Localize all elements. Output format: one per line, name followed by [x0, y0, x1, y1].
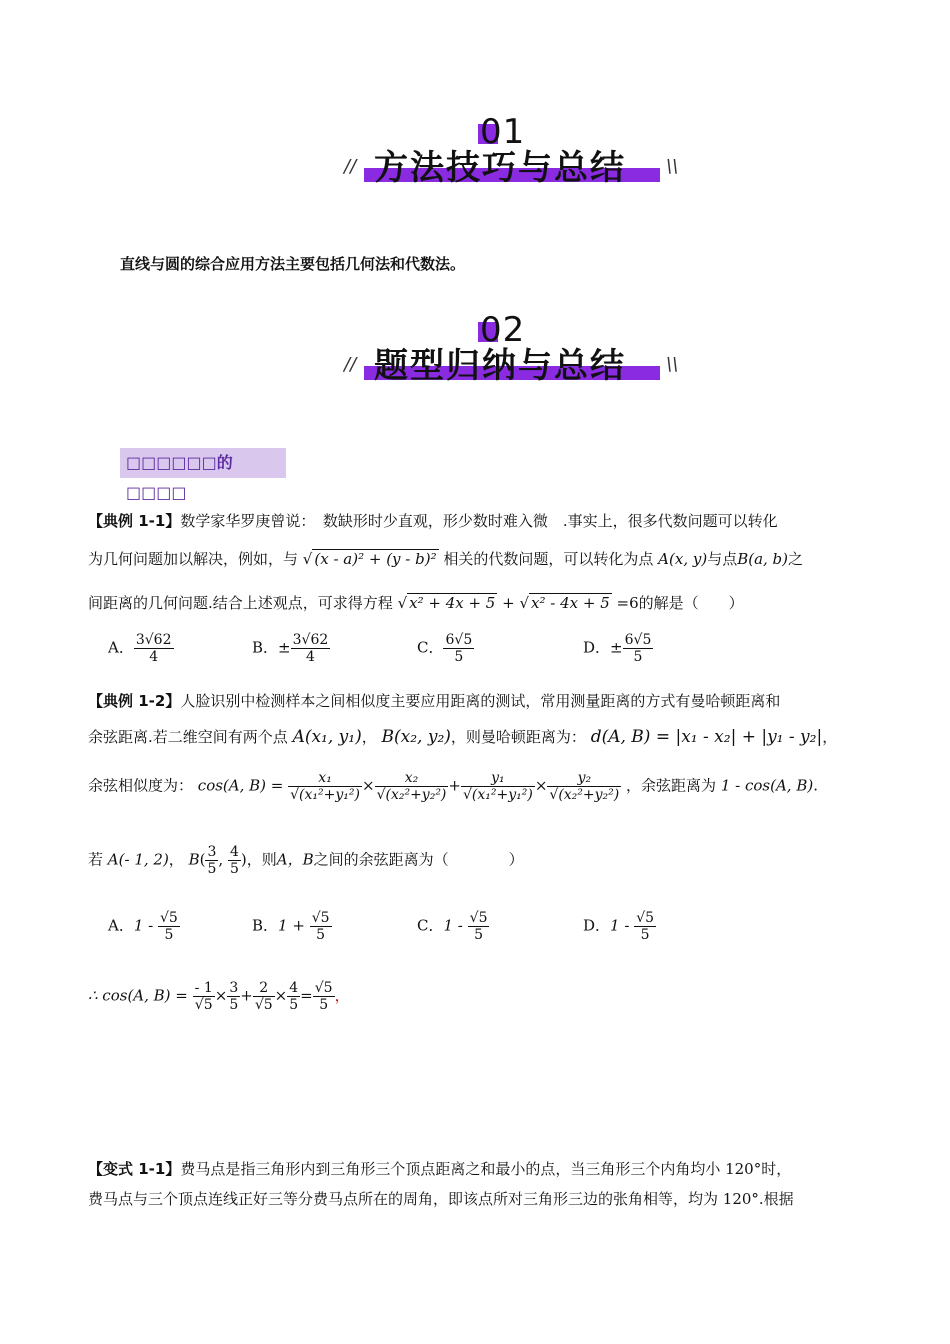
text: =6的解是（ ）	[616, 594, 744, 612]
text: ，则	[246, 850, 277, 869]
ex12-line2: 余弦距离.若二维空间有两个点 A(x₁, y₁)， B(x₂, y₂)，则曼哈顿距离为： d(A, B) = |x₁ - x₂| + |y₁ - y₂|，	[88, 727, 838, 747]
text: 余弦距离.若二维空间有两个点	[88, 728, 288, 746]
text: 为几何问题加以解决，例如，与	[88, 550, 299, 568]
decor-slash-left: //	[344, 354, 357, 375]
decor-slash-right: \\	[666, 156, 679, 177]
math: B	[188, 850, 200, 869]
decor-slash-right: \\	[666, 354, 679, 375]
fraction: $\frac{\text{y₁}}{\text{√(x₁²+y₁²)}}$	[462, 770, 533, 803]
ex11-line3: 间距离的几何问题.结合上述观点，可求得方程 √ x² + 4x + 5 + √ x² - 4x + 5 =6的解是（ ）	[88, 594, 744, 612]
text: 之	[788, 550, 804, 568]
math: x² + 4x + 5	[409, 594, 496, 612]
fraction: $\frac{√5}{5}$	[314, 980, 333, 1013]
banner-title: 题型归纳与总结	[374, 346, 626, 386]
banner-number: 02	[480, 310, 526, 350]
section-heading: □□□□□□的□□□□	[120, 448, 286, 478]
ex11-line1	[88, 510, 778, 531]
text: 间距离的几何问题.结合上述观点，可求得方程	[88, 594, 393, 612]
text: 与点	[707, 550, 738, 568]
math: B(x₂, y₂)	[381, 727, 451, 747]
math: d(A, B) = |x₁ - x₂| + |y₁ - y₂|	[590, 727, 823, 747]
solution-line: ∴ cos(A, B) = $\frac{- 1}{√5}$ × $\frac{3}{5}$ + $\frac{2}{√5}$ × $\frac{4}{5}$ = $\frac{√5}{5}$ ，	[88, 980, 350, 1013]
example-tag: 【变式 1-1】	[88, 1160, 181, 1178]
option-1[interactable]: B．± $\frac{3√62}{4}$	[252, 632, 329, 665]
ex12-line1	[88, 690, 780, 711]
math: x² - 4x + 5	[531, 594, 610, 612]
math: A(x, y)	[658, 550, 708, 568]
math-sqrt: √ x² + 4x + 5	[397, 594, 496, 612]
fraction: $\frac{\text{x₁}}{\text{√(x₁²+y₁²)}}$	[290, 770, 360, 803]
fraction: $\frac{4}{5}$	[229, 844, 239, 877]
text: ，	[334, 986, 350, 1005]
text: 数学家华罗庚曾说： 数缺形时少直观，形少数时难入微 .事实上，很多代数问题可以转化	[180, 512, 778, 530]
math: 1 - cos(A, B)	[720, 776, 814, 795]
banner-title: 方法技巧与总结	[374, 148, 626, 188]
option-3[interactable]: D．± $\frac{6√5}{5}$	[583, 632, 652, 665]
var11-line2	[88, 1188, 794, 1209]
math: (x - a)² + (y - b)²	[314, 550, 437, 568]
section-banner-2	[330, 310, 690, 400]
math-sqrt: √ (x - a)² + (y - b)²	[302, 550, 437, 568]
text: 相关的代数问题，可以转化为点	[443, 550, 654, 568]
math: A(x₁, y₁)	[292, 727, 362, 747]
text: ，余弦距离为	[626, 776, 717, 795]
math: ∴ cos(A, B) =	[88, 986, 188, 1005]
math: A，B	[276, 850, 314, 869]
text: ，则曼哈顿距离为：	[450, 728, 586, 746]
fraction: $\frac{3}{5}$	[207, 844, 217, 877]
option-2[interactable]: C．1 - $\frac{√5}{5}$	[417, 910, 488, 943]
fraction: $\frac{2}{√5}$	[254, 980, 273, 1013]
option-3[interactable]: D．1 - $\frac{√5}{5}$	[583, 910, 655, 943]
banner-number: 01	[480, 112, 526, 152]
math: A(- 1, 2)	[107, 850, 169, 869]
fraction: $\frac{- 1}{√5}$	[194, 980, 213, 1013]
option-1[interactable]: B．1 + $\frac{√5}{5}$	[252, 910, 330, 943]
text: 之间的余弦距离为（ ）	[313, 850, 524, 869]
fraction: $\frac{\text{y₂}}{\text{√(x₂²+y₂²)}}$	[549, 770, 620, 803]
ex12-line3: 余弦相似度为： cos(A, B) = $\frac{\text{x₁}}{\text{√(x₁²+y₁²)}}$ × $\frac{\text{x₂}}{\text{√(x₂²+y₂²)}}$ + $\frac{\text{y₁}}{\text{√(x₁²+y₁²)}}$ × $\frac{\text{y₂}}{\text{√(x₂²+y₂²)}}$ ，余弦距离为 1 - cos(A, B).	[88, 770, 818, 803]
math: cos(A, B) =	[197, 776, 284, 795]
decor-slash-left: //	[344, 156, 357, 177]
text: 人脸识别中检测样本之间相似度主要应用距离的测试，常用测量距离的方式有曼哈顿距离和	[180, 692, 781, 710]
example-tag: 【典例 1-1】	[88, 512, 181, 530]
example-tag: 【典例 1-2】	[88, 692, 181, 710]
ex12-line4: 若 A(- 1, 2)， B( $\frac{3}{5}$ , $\frac{4}{5}$ )，则A，B之间的余弦距离为（ ）	[88, 844, 524, 877]
text: 若	[88, 850, 104, 869]
math-sqrt: √ x² - 4x + 5	[519, 594, 610, 612]
intro-text: 直线与圆的综合应用方法主要包括几何法和代数法。	[120, 255, 466, 273]
text: 余弦相似度为：	[88, 776, 194, 795]
option-2[interactable]: C． $\frac{6√5}{5}$	[417, 632, 473, 665]
option-0[interactable]: A．1 - $\frac{√5}{5}$	[108, 910, 178, 943]
text: 费马点是指三角形内到三角形三个顶点距离之和最小的点，当三角形三个内角均小 120°时，	[180, 1160, 792, 1178]
var11-line1	[88, 1158, 791, 1179]
text: 费马点与三个顶点连线正好三等分费马点所在的周角，即该点所对三角形三边的张角相等，均为 120°.根据	[88, 1190, 794, 1208]
fraction: $\frac{4}{5}$	[289, 980, 299, 1013]
math: B(a, b)	[737, 550, 789, 568]
fraction: $\frac{3}{5}$	[229, 980, 239, 1013]
option-0[interactable]: A． $\frac{3√62}{4}$	[108, 632, 172, 665]
section-banner-1	[330, 112, 690, 202]
fraction: $\frac{\text{x₂}}{\text{√(x₂²+y₂²)}}$	[376, 770, 447, 803]
ex11-line2	[88, 548, 803, 569]
